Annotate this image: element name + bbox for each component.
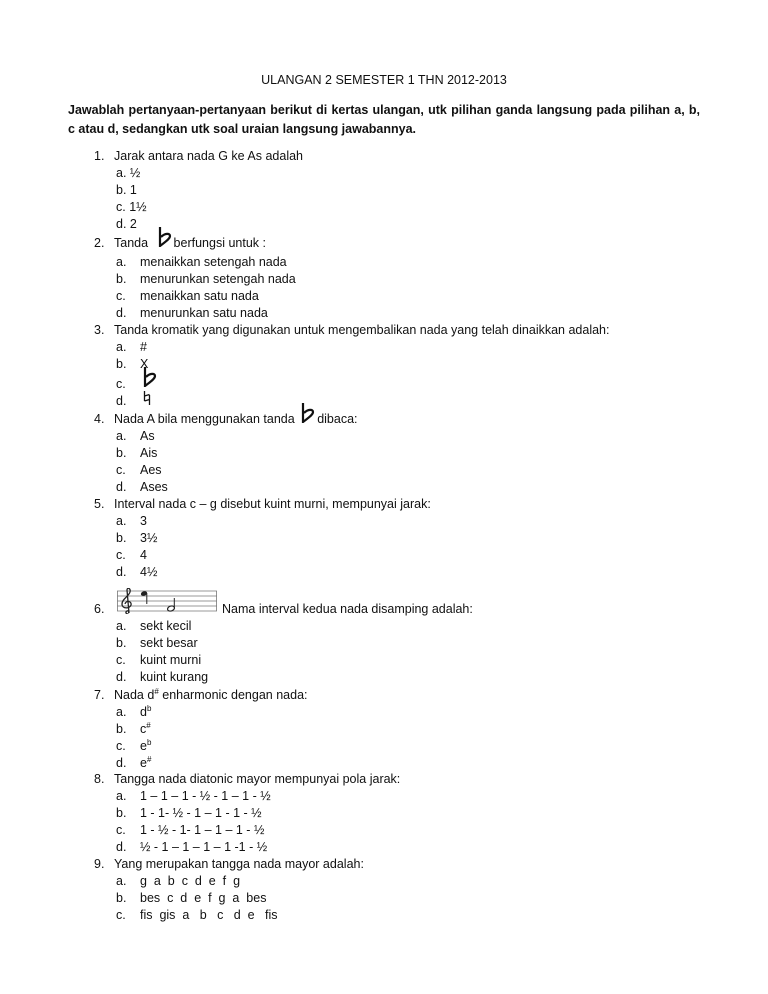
q8-option-d: d. ½ - 1 – 1 – 1 – 1 -1 - ½ [116,840,268,854]
question-8: 8. Tangga nada diatonic mayor mempunyai pola jarak: [94,772,401,786]
q6-option-a: a. sekt kecil [116,619,192,633]
q9-option-a: a. g a b c d e f g [116,874,241,888]
flat-sign-icon [143,367,157,390]
q1-option-b: b. 1 [116,183,137,197]
q3-option-b: b. X [116,357,149,371]
q3-option-a: a. # [116,340,147,354]
instructions: Jawablah pertanyaan-pertanyaan berikut di kertas ulangan, utk pilihan ganda langsung pada pilihan a, b, c atau d, sedangkan utk soal uraian langsung jawabannya. [68,103,700,136]
q1-option-d: d. 2 [116,217,137,231]
question-9: 9. Yang merupakan tangga nada mayor adalah: [94,857,364,871]
q7-option-a: a. $d^b$ [116,704,152,720]
q6-option-b: b. sekt besar [116,636,198,650]
question-3: 3. Tanda kromatik yang digunakan untuk mengembalikan nada yang telah dinaikkan adalah: [94,323,610,337]
q4-option-d: d. Ases [116,480,168,494]
natural-sign-icon [143,391,151,408]
q8-option-b: b. 1 - 1- ½ - 1 – 1 - 1 - ½ [116,806,262,820]
treble-clef-staff-icon [117,588,217,617]
q7-option-d: d. e# [116,755,152,771]
flat-sign-icon [301,403,315,426]
q2-option-c: c. menaikkan satu nada [116,289,259,303]
question-6: Nama interval kedua nada disamping adalah: [222,602,473,616]
q9-option-b: b. bes c d e f g a bes [116,891,267,905]
q4-option-c: c. Aes [116,463,162,477]
q7-option-c: c. $e^b$ [116,738,152,754]
q6-option-c: c. kuint murni [116,653,202,667]
question-5: 5. Interval nada c – g disebut kuint murni, mempunyai jarak: [94,497,431,511]
q8-option-a: a. 1 – 1 – 1 - ½ - 1 – 1 - ½ [116,789,271,803]
q9-option-c: c. fis gis a b c d e fis [116,908,278,922]
question-6-number: 6. [94,602,105,616]
q5-option-b: b. 3½ [116,531,158,545]
q8-option-c: c. 1 - ½ - 1- 1 – 1 – 1 - ½ [116,823,265,837]
q3-option-d: d. [116,394,151,408]
q5-option-d: d. 4½ [116,565,158,579]
question-7: 7. Nada d# enharmonic dengan nada: [94,687,308,703]
flat-sign-icon [158,227,172,250]
q4-option-b: b. Ais [116,446,158,460]
q6-option-d: d. kuint kurang [116,670,209,684]
question-1: 1. Jarak antara nada G ke As adalah [94,149,304,163]
q2-option-d: d. menurunkan satu nada [116,306,268,320]
q5-option-c: c. 4 [116,548,147,562]
q1-option-c: c. 1½ [116,200,147,214]
q3-option-c: c. [116,377,157,391]
question-2: 2. Tanda berfungsi untuk : [94,236,266,250]
q5-option-a: a. 3 [116,514,147,528]
q2-option-a: a. menaikkan setengah nada [116,255,287,269]
q7-option-b: b. c# [116,721,151,737]
q1-option-a: a. ½ [116,166,141,180]
q4-option-a: a. As [116,429,155,443]
page-title: ULANGAN 2 SEMESTER 1 THN 2012-2013 [261,73,507,87]
q2-option-b: b. menurunkan setengah nada [116,272,296,286]
question-4: 4. Nada A bila menggunakan tanda dibaca: [94,412,358,426]
